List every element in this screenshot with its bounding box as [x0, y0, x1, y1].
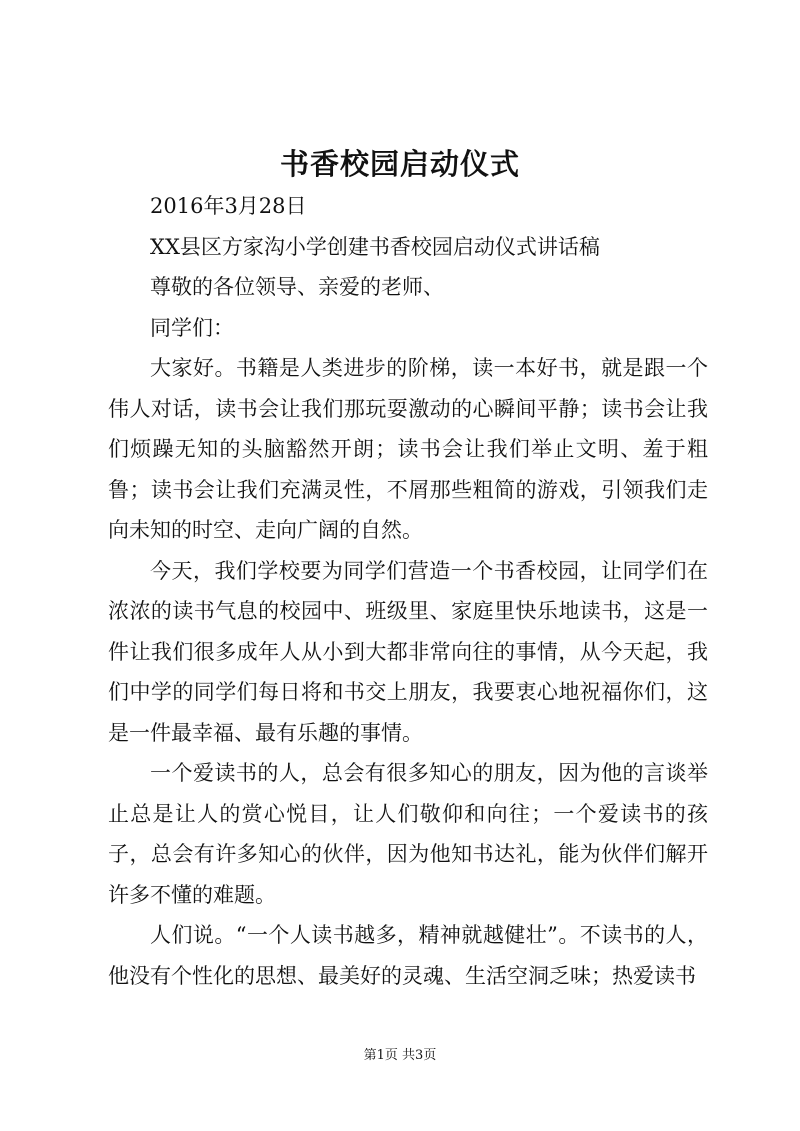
page-number-footer: 第1页 共3页 [363, 1048, 437, 1063]
body-paragraph: 大家好。书籍是人类进步的阶梯，读一本好书，就是跟一个伟人对话，读书会让我们那玩耍激动的心瞬间平静；读书会让我们烦躁无知的头脑豁然开朗；读书会让我们举止文明、羞于粗鲁；读书会让我们充满灵性，不屑那些粗简的游戏，引领我们走向未知的时空、走向广阔的自然。 [108, 356, 708, 542]
salutation-line: 尊敬的各位领导、亲爱的老师、 [150, 275, 444, 299]
body-paragraph: 人们说。“一个人读书越多，精神就越健壮”。不读书的人，他没有个性化的思想、最美好的灵魂、生活空洞乏味；热爱读书 [108, 923, 708, 988]
subtitle-line: XX县区方家沟小学创建书香校园启动仪式讲话稿 [150, 234, 600, 259]
body-paragraph: 一个爱读书的人，总会有很多知心的朋友，因为他的言谈举止总是让人的赏心悦目，让人们敬仰和向往；一个爱读书的孩子，总会有许多知心的伙伴，因为他知书达礼，能为伙伴们解开许多不懂的难题。 [108, 761, 708, 907]
date-line: 2016年3月28日 [150, 194, 307, 218]
document-title: 书香校园启动仪式 [279, 147, 520, 181]
document-body [108, 186, 708, 996]
salutation-line-2: 同学们： [150, 315, 234, 340]
body-paragraph: 今天，我们学校要为同学们营造一个书香校园，让同学们在浓浓的读书气息的校园中、班级里、家庭里快乐地读书，这是一件让我们很多成年人从小到大都非常向往的事情，从今天起，我们中学的同学们每日将和书交上朋友，我要衷心地祝福你们，这是一件最幸福、最有乐趣的事情。 [108, 558, 708, 745]
